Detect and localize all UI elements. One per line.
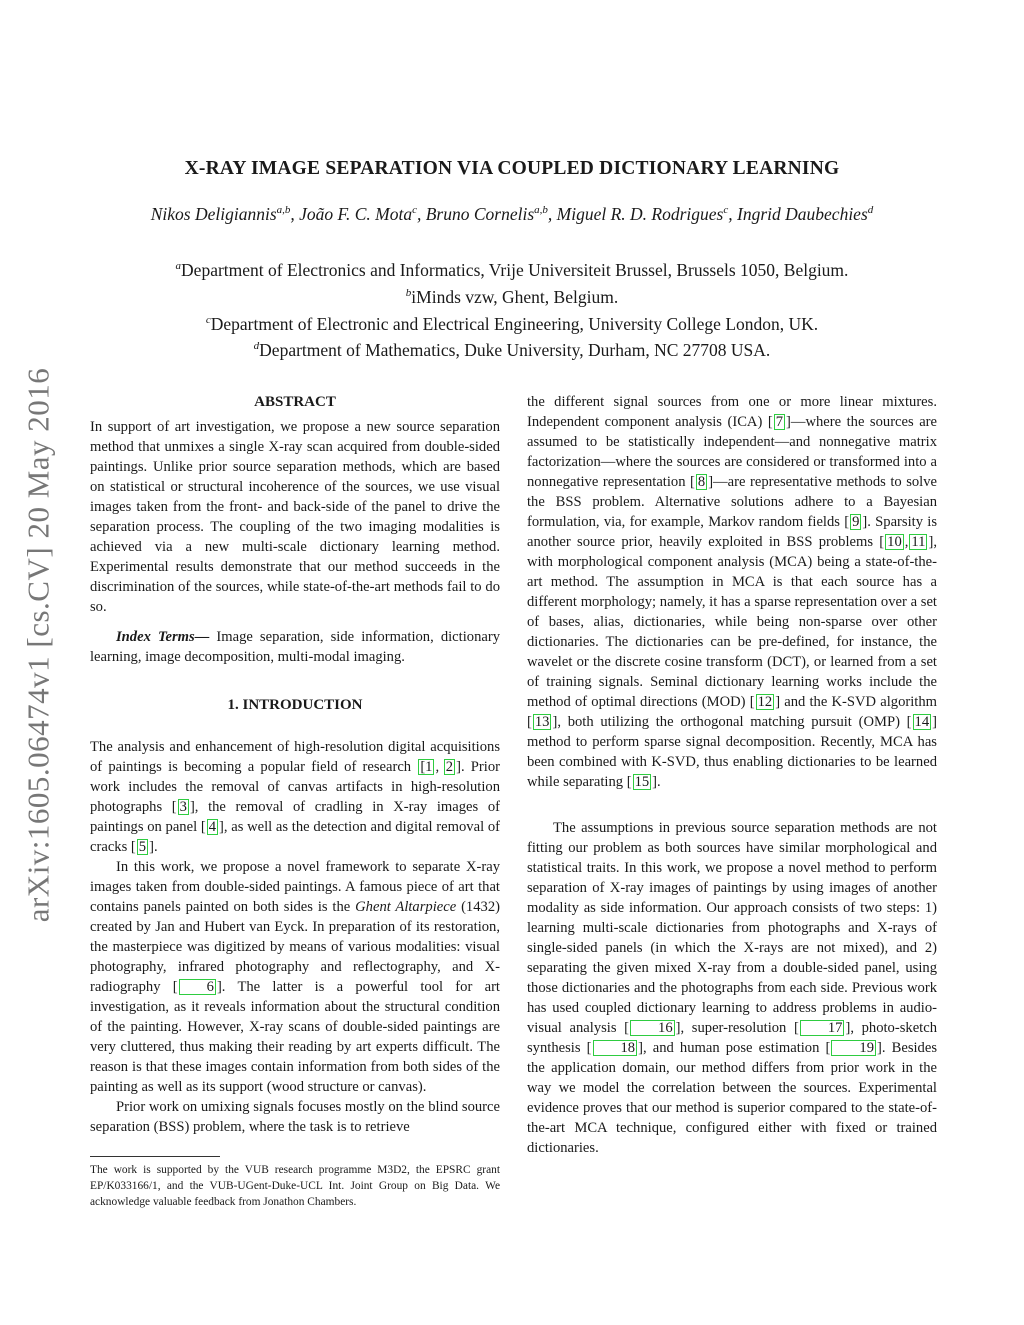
- text-run: ]. Sparsity is another source prior, heavily exploited in BSS problems [: [527, 514, 938, 550]
- intro-paragraph-4: [527, 392, 937, 792]
- introduction-heading: 1. INTRODUCTION: [227, 697, 363, 713]
- author-name: Ingrid Daubechies: [737, 204, 868, 224]
- abstract-heading: ABSTRACT: [254, 394, 336, 410]
- text-run: ], photo-sketch synthesis [: [527, 1020, 937, 1056]
- author-affil-sup: a,b: [534, 204, 548, 217]
- affiliation-text: Department of Mathematics, Duke University, Durham, NC 27708 USA.: [259, 340, 771, 361]
- text-run: ], as well as the detection and digital removal of cracks [: [90, 819, 500, 855]
- author-name: João F. C. Mota: [299, 204, 413, 224]
- text-run: The analysis and enhancement of high-resolution digital acquisitions of paintings is becoming a popular field of research: [90, 739, 500, 775]
- citation-link[interactable]: 9: [852, 514, 860, 530]
- intro-paragraph-1: [90, 737, 500, 857]
- citation-link[interactable]: 19: [831, 1040, 876, 1056]
- citation-link[interactable]: 7: [775, 414, 783, 430]
- author-affil-sup: d: [867, 204, 874, 217]
- text-run: ], both utilizing the orthogonal matching pursuit (OMP) [: [552, 714, 912, 730]
- author-name: Miguel R. D. Rodrigues: [556, 204, 724, 224]
- author-affil-sup: c: [723, 204, 729, 217]
- text-run: ], and human pose estimation [: [638, 1040, 831, 1056]
- intro-paragraph-5: [527, 818, 937, 1158]
- text-run: In this work, we propose a novel framework to separate X-ray images taken from double-sided paintings. A famous piece of art that contains panels painted on both sides is the: [90, 859, 500, 915]
- author-name: Nikos Deligiannis: [150, 204, 277, 224]
- author-affil-sup: a,b: [276, 204, 291, 217]
- text-run: ]. The latter is a powerful tool for art investigation, as it reveals information about the structural condition of the painting. However, X-ray scans of double-sided paintings are very cluttered, thus making their reading by art experts difficult. The reason is that these images contain information from both sides of the painting as well as its support (wood structure or canvas).: [90, 979, 500, 1095]
- text-run: ]. Prior work includes the removal of canvas artifacts in high-resolution photographs [: [90, 759, 500, 815]
- affiliation-text: Department of Electronics and Informatics, Vrije Universiteit Brussel, Brussels 1050, Belgium.: [181, 259, 849, 280]
- citation-link[interactable]: 6: [179, 979, 216, 995]
- citation-link[interactable]: 16: [630, 1020, 675, 1036]
- affiliation: [90, 309, 934, 336]
- affiliation: [90, 282, 934, 309]
- citation-link[interactable]: 12: [757, 694, 773, 710]
- text-run: The assumptions in previous source separation methods are not fitting our problem as both sources have similar morphological and statistical traits. In this work, we propose a novel method to perform separation of X-ray images of paintings by using images of another modality as side information. Our approach consists of two steps: 1) learning multi-scale dictionaries from photographs and X-rays of single-sided panels (in which the X-rays are not mixed), and 2) separating the given mixed X-ray from a double-sided panel, using those dictionaries and the photographs from each side. Previous work has used coupled dictionary learning to address problems in audio-visual analysis [: [527, 820, 937, 1036]
- text-run: ] method to perform sparse signal decomposition. Recently, MCA has been combined with K-SVD, thus enabling dictionaries to be learned while separating [: [527, 714, 937, 790]
- arxiv-identifier-stamp: [8, 340, 68, 950]
- citation-group: 10 , 11: [887, 534, 926, 550]
- text-run: ], the removal of cradling in X-ray images of paintings on panel [: [90, 799, 500, 835]
- citation-link[interactable]: 3: [179, 799, 187, 815]
- author-affil-sup: c: [412, 204, 417, 217]
- affiliation-sup: c: [205, 313, 211, 326]
- citation-link[interactable]: 11: [911, 534, 926, 550]
- intro-paragraph-3: Prior work on umixing signals focuses mostly on the blind source separation (BSS) problem, where the task is to retrieve: [90, 1099, 500, 1135]
- italic-title: Ghent Altarpiece: [355, 899, 457, 915]
- index-terms-label: Index Terms—: [116, 629, 210, 645]
- affiliation: [90, 255, 934, 282]
- text-run: ], with morphological component analysis (MCA) being a state-of-the-art method. The assumption in MCA is that each source has a different morphology; namely, it has a sparse representation over a set of bases, alias, dictionaries, while being non-sparse over other dictionaries. The dictionaries can be pre-defined, for instance, the wavelet or the discrete cosine transform (DCT), or learned from a set of training signals. Seminal dictionary learning works include the method of optimal directions (MOD) [: [527, 534, 937, 710]
- paper-title: X-RAY IMAGE SEPARATION VIA COUPLED DICTIONARY LEARNING: [184, 158, 840, 179]
- citation-link[interactable]: 4: [208, 819, 216, 835]
- footnote-divider: [90, 1156, 220, 1157]
- citation-link[interactable]: [1: [420, 759, 433, 775]
- citation-link[interactable]: 10: [887, 534, 902, 550]
- text-run: ].: [652, 774, 661, 790]
- arxiv-identifier: arXiv:1605.06474v1 [cs.CV] 20 May 2016: [20, 367, 55, 923]
- affiliation-sup: d: [253, 340, 260, 353]
- index-terms: [90, 627, 500, 667]
- affiliation: [90, 335, 934, 362]
- author-name: Bruno Cornelis: [425, 204, 535, 224]
- affiliation-text: iMinds vzw, Ghent, Belgium.: [411, 286, 619, 307]
- left-column: [90, 392, 500, 1137]
- citation-link[interactable]: 8: [697, 474, 706, 490]
- author-list: Nikos Deligiannis$^{a,b}$, João F. C. Mota$^c$, Bruno Cornelis$^{a,b}$, Miguel R. D. Rodrigues$^c$, Ingrid Daubechies$^d$: [150, 204, 874, 224]
- citation-link[interactable]: 18: [593, 1040, 638, 1056]
- citation-group: [1 , 2: [420, 759, 454, 775]
- right-column: [527, 392, 937, 1158]
- affiliation-sup: a: [175, 260, 182, 272]
- text-run: the different signal sources from one or more linear mixtures. Independent component analysis (ICA) [: [527, 394, 937, 430]
- abstract-text: In support of art investigation, we propose a new source separation method that unmixes a single X-ray scan acquired from double-sided paintings. Unlike prior source separation methods, which are based on statistical or structural incoherence of the sources, we use visual images taken from the front- and back-side of the panel to drive the separation process. The coupling of the two imaging modalities is achieved via a new multi-scale dictionary learning method. Experimental results demonstrate that our method succeeds in the discrimination of the sources, while state-of-the-art methods fail to do so.: [90, 419, 500, 615]
- text-run: ]. Besides the application domain, our method differs from prior work in the way we model the correlation between the sources. Experimental evidence proves that our method is superior compared to the state-of-the-art MCA technique, configured either with fixed or trained dictionaries.: [527, 1040, 938, 1156]
- citation-link[interactable]: 17: [800, 1020, 845, 1036]
- citation-link[interactable]: 15: [634, 774, 650, 790]
- affiliation-list: [90, 255, 934, 362]
- citation-link[interactable]: 13: [534, 714, 550, 730]
- funding-footnote: The work is supported by the VUB research programme M3D2, the EPSRC grant EP/K033166/1, and the VUB-UGent-Duke-UCL Int. Joint Group on Big Data. We acknowledge valuable feedback from Jonathon Chambers.: [90, 1164, 500, 1208]
- text-run: (1432) created by Jan and Hubert van Eyck. In preparation of its restoration, the masterpiece was digitized by means of various modalities: visual photography, infrared photography and reflectography, and X-radiography [: [90, 899, 500, 995]
- index-terms-text: Image separation, side information, dictionary learning, image decomposition, multi-modal imaging.: [90, 629, 500, 665]
- citation-link[interactable]: 14: [914, 714, 930, 730]
- text-run: ]—where the sources are assumed to be statistically independent—and nonnegative matrix factorization—where the sources are considered or transformed into a nonnegative representation [: [527, 414, 938, 490]
- intro-paragraph-2: [90, 857, 500, 1097]
- text-run: ]—are representative methods to solve the BSS problem. Alternative solutions adhere to a Bayesian formulation, via, for example, Markov random fields [: [527, 474, 937, 530]
- text-run: ], super-resolution [: [675, 1020, 799, 1036]
- text-run: ].: [149, 839, 158, 855]
- citation-link[interactable]: 5: [138, 839, 147, 855]
- affiliation-text: Department of Electronic and Electrical Engineering, University College London, UK.: [210, 313, 819, 334]
- text-run: ] and the K-SVD algorithm [: [527, 694, 937, 730]
- citation-link[interactable]: 2: [445, 759, 454, 775]
- affiliation-sup: b: [405, 286, 412, 299]
